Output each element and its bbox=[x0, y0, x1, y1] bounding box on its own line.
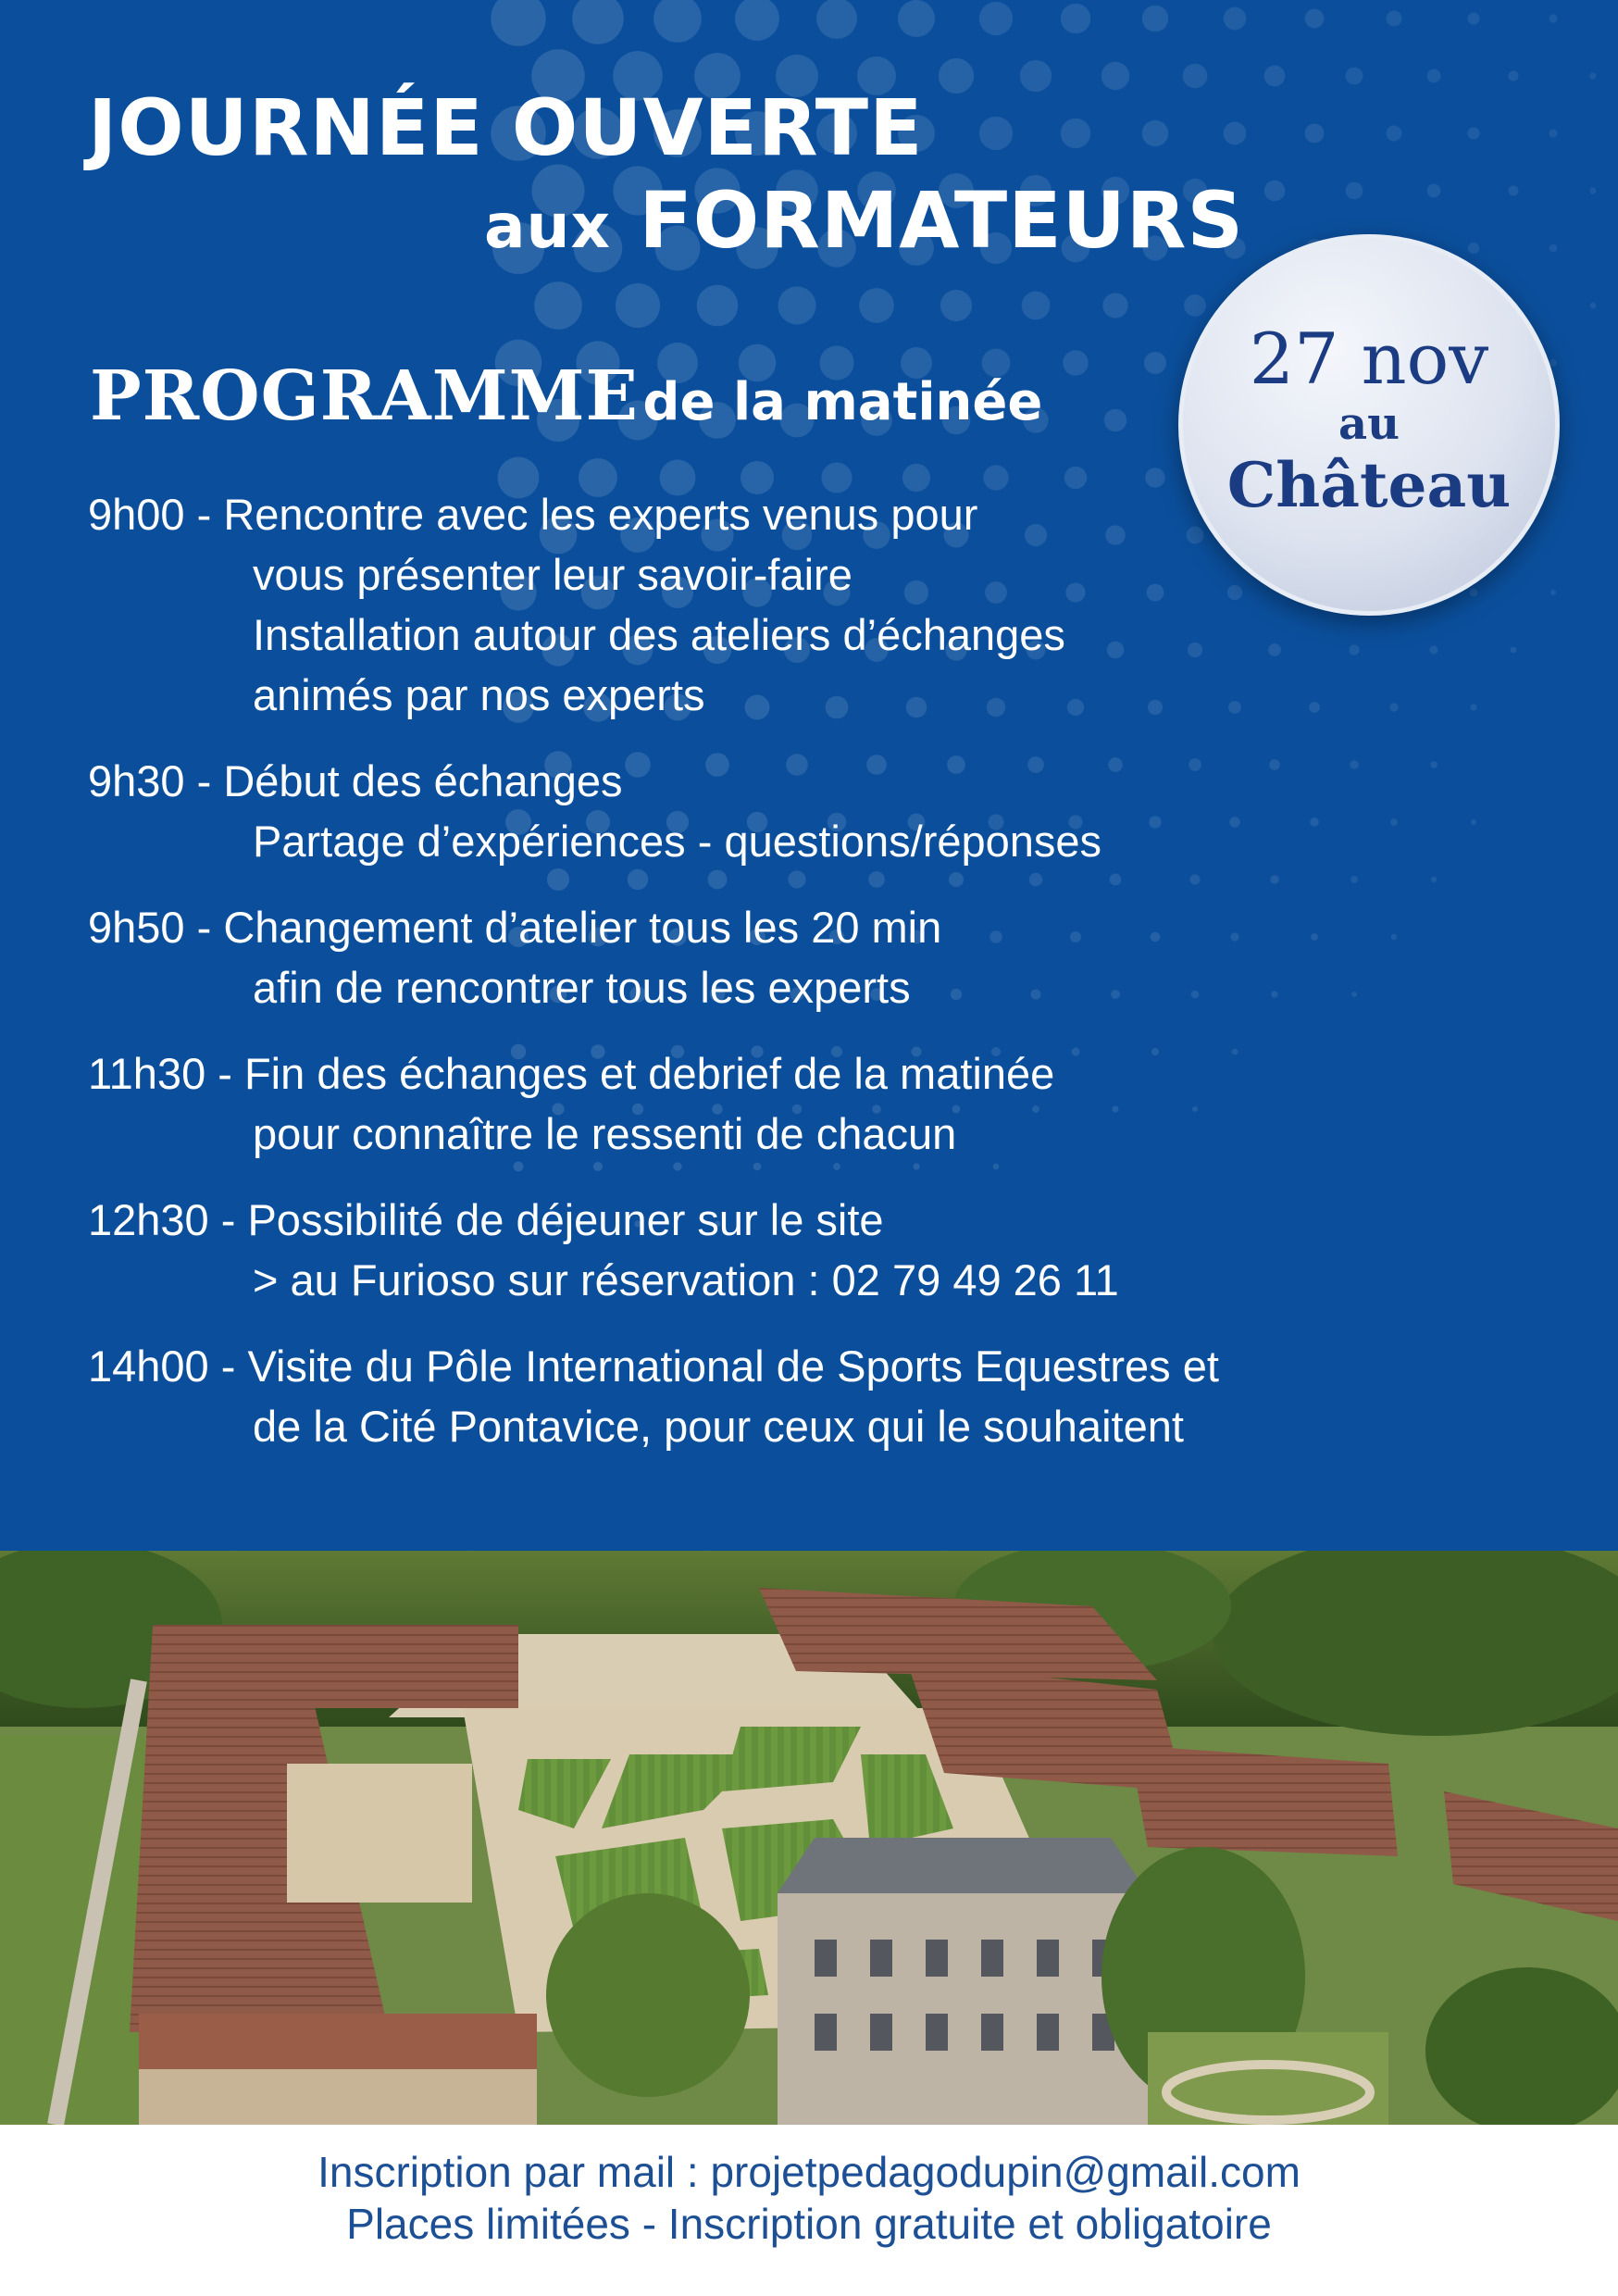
title-prefix: aux bbox=[484, 191, 612, 262]
bubble-dot bbox=[1549, 129, 1557, 137]
bubble-dot bbox=[1346, 182, 1363, 200]
schedule-detail-line: Partage d’expériences - questions/réponses bbox=[253, 817, 1102, 866]
bubble-dot bbox=[1427, 69, 1441, 83]
bubble-dot bbox=[1346, 68, 1363, 85]
bubble-dot bbox=[1305, 124, 1325, 144]
schedule-item bbox=[88, 1336, 1532, 1456]
bubble-dot bbox=[1589, 187, 1596, 193]
footer-info bbox=[0, 2146, 1618, 2250]
schedule-time-line: 9h00 - Rencontre avec les experts venus pour bbox=[88, 490, 978, 539]
bubble-dot bbox=[1509, 186, 1519, 196]
bubble-dot bbox=[859, 288, 894, 323]
bubble-dot bbox=[1467, 12, 1479, 24]
schedule-detail-line: vous présenter leur savoir-faire bbox=[253, 550, 853, 599]
schedule-detail-line: Installation autour des ateliers d’échanges bbox=[253, 610, 1065, 659]
bubble-dot bbox=[1224, 7, 1247, 31]
bubble-dot bbox=[1184, 294, 1206, 317]
bubble-dot bbox=[816, 0, 857, 39]
schedule-item bbox=[88, 897, 1532, 1017]
bubble-dot bbox=[898, 0, 935, 37]
aerial-photo-illustration bbox=[0, 1551, 1618, 2125]
bubble-dot bbox=[778, 286, 815, 324]
bubble-dot bbox=[1427, 184, 1441, 198]
program-heading-rest: de la matinée bbox=[642, 372, 1043, 432]
badge-date: 27 nov bbox=[1249, 318, 1489, 400]
chateau-aerial-photo bbox=[0, 1551, 1618, 2125]
badge-place: Château bbox=[1226, 449, 1512, 521]
schedule-item bbox=[88, 1190, 1532, 1310]
schedule-time-line: 12h30 - Possibilité de déjeuner sur le site bbox=[88, 1195, 884, 1244]
bubble-dot bbox=[1590, 303, 1596, 308]
badge-au: au bbox=[1338, 398, 1400, 450]
footer-email-line: Inscription par mail : projetpedagodupin@gmail.com bbox=[317, 2148, 1301, 2196]
bubble-dot bbox=[1549, 14, 1557, 22]
bubble-dot bbox=[1508, 70, 1518, 81]
schedule-item bbox=[88, 751, 1532, 871]
bubble-dot bbox=[1264, 66, 1286, 87]
bubble-dot bbox=[491, 0, 545, 46]
schedule-detail-line: de la Cité Pontavice, pour ceux qui le souhaitent bbox=[253, 1402, 1184, 1451]
bubble-dot bbox=[1061, 4, 1090, 33]
program-heading-big: PROGRAMME bbox=[90, 356, 639, 436]
bubble-dot bbox=[979, 2, 1013, 35]
schedule-time-line: 11h30 - Fin des échanges et debrief de la matinée bbox=[88, 1049, 1055, 1098]
bubble-dot bbox=[1387, 11, 1402, 27]
title-main: FORMATEURS bbox=[639, 175, 1244, 266]
bubble-dot bbox=[1305, 9, 1325, 29]
schedule-detail-line: afin de rencontrer tous les experts bbox=[253, 963, 911, 1012]
schedule-item bbox=[88, 1043, 1532, 1164]
bubble-dot bbox=[1144, 352, 1166, 374]
program-heading bbox=[90, 356, 1042, 436]
bubble-dot bbox=[1467, 127, 1479, 139]
schedule-detail-line: > au Furioso sur réservation : 02 79 49 26 11 bbox=[253, 1255, 1119, 1304]
bubble-dot bbox=[1387, 126, 1402, 142]
bubble-dot bbox=[1589, 72, 1596, 79]
schedule-time-line: 14h00 - Visite du Pôle International de Sports Equestres et bbox=[88, 1341, 1219, 1391]
title-line-2 bbox=[88, 174, 1244, 273]
event-title bbox=[88, 81, 1244, 273]
schedule-time-line: 9h30 - Début des échanges bbox=[88, 756, 623, 805]
schedule-detail-line: animés par nos experts bbox=[253, 670, 705, 719]
bubble-dot bbox=[1468, 243, 1479, 254]
bubble-dot bbox=[1550, 590, 1556, 595]
schedule-detail-line: pour connaître le ressenti de chacun bbox=[253, 1109, 957, 1158]
bubble-dot bbox=[1264, 181, 1286, 202]
bubble-dot bbox=[1104, 409, 1126, 431]
title-line-1: JOURNÉE OUVERTE bbox=[88, 82, 924, 173]
schedule-list bbox=[88, 484, 1532, 1482]
bubble-dot bbox=[616, 283, 660, 328]
bubble-dot bbox=[940, 290, 972, 321]
bubble-dot bbox=[697, 285, 739, 327]
bubble-dot bbox=[1063, 350, 1088, 375]
schedule-time-line: 9h50 - Changement d’atelier tous les 20 min bbox=[88, 903, 942, 952]
bubble-dot bbox=[1142, 6, 1169, 32]
bubble-dot bbox=[572, 0, 624, 44]
bubble-dot bbox=[534, 281, 582, 330]
bubble-dot bbox=[653, 0, 702, 43]
schedule-item bbox=[88, 484, 1532, 725]
footer-note-line: Places limitées - Inscription gratuite et obligatoire bbox=[346, 2200, 1272, 2248]
bubble-dot bbox=[735, 0, 779, 41]
bubble-dot bbox=[1022, 292, 1051, 320]
bubble-dot bbox=[1550, 244, 1558, 253]
bubble-dot bbox=[1102, 293, 1127, 318]
